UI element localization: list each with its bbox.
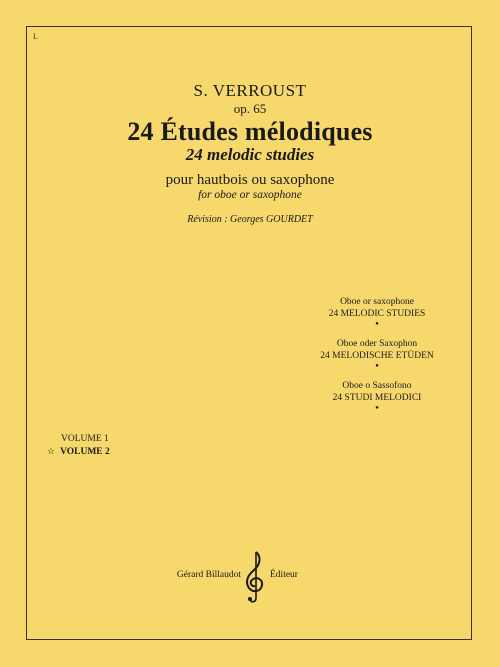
- translation-line: Oboe or saxophone: [340, 297, 414, 307]
- corner-mark: L: [33, 32, 38, 41]
- subtitle: 24 melodic studies: [185, 145, 315, 164]
- publisher-name: Gérard Billaudot: [176, 570, 241, 580]
- volume-list: [47, 433, 110, 458]
- treble-clef-logo-icon: [241, 548, 269, 604]
- volume-2-label: [47, 445, 110, 458]
- star-icon: ☆: [47, 446, 56, 456]
- bullet-icon: ●: [375, 405, 379, 411]
- translation-title: 24 STUDI MELODICI: [332, 393, 422, 403]
- page-title: 24 Études mélodiques: [127, 117, 373, 146]
- translation-english: [292, 296, 462, 329]
- translation-line: Oboe o Sassofono: [342, 381, 412, 391]
- bullet-icon: ●: [375, 321, 379, 327]
- translation-german: [292, 338, 462, 371]
- publisher-role: Éditeur: [270, 570, 298, 580]
- instrumentation-english: for oboe or saxophone: [198, 189, 302, 201]
- translation-title: 24 MELODIC STUDIES: [328, 309, 426, 319]
- composer-name: S. VERROUST: [193, 81, 307, 100]
- translations-block: [292, 296, 462, 422]
- translation-title: 24 MELODISCHE ETÜDEN: [320, 351, 434, 361]
- volume-1-label: VOLUME 1: [61, 434, 109, 444]
- revision-credit: Révision : Georges GOURDET: [187, 214, 313, 225]
- opus-number: op. 65: [233, 101, 267, 116]
- bullet-icon: ●: [375, 363, 379, 369]
- translation-line: Oboe oder Saxophon: [336, 339, 418, 349]
- translation-italian: [292, 380, 462, 413]
- volume-2-text: VOLUME 2: [60, 447, 110, 457]
- instrumentation: pour hautbois ou saxophone: [165, 172, 335, 188]
